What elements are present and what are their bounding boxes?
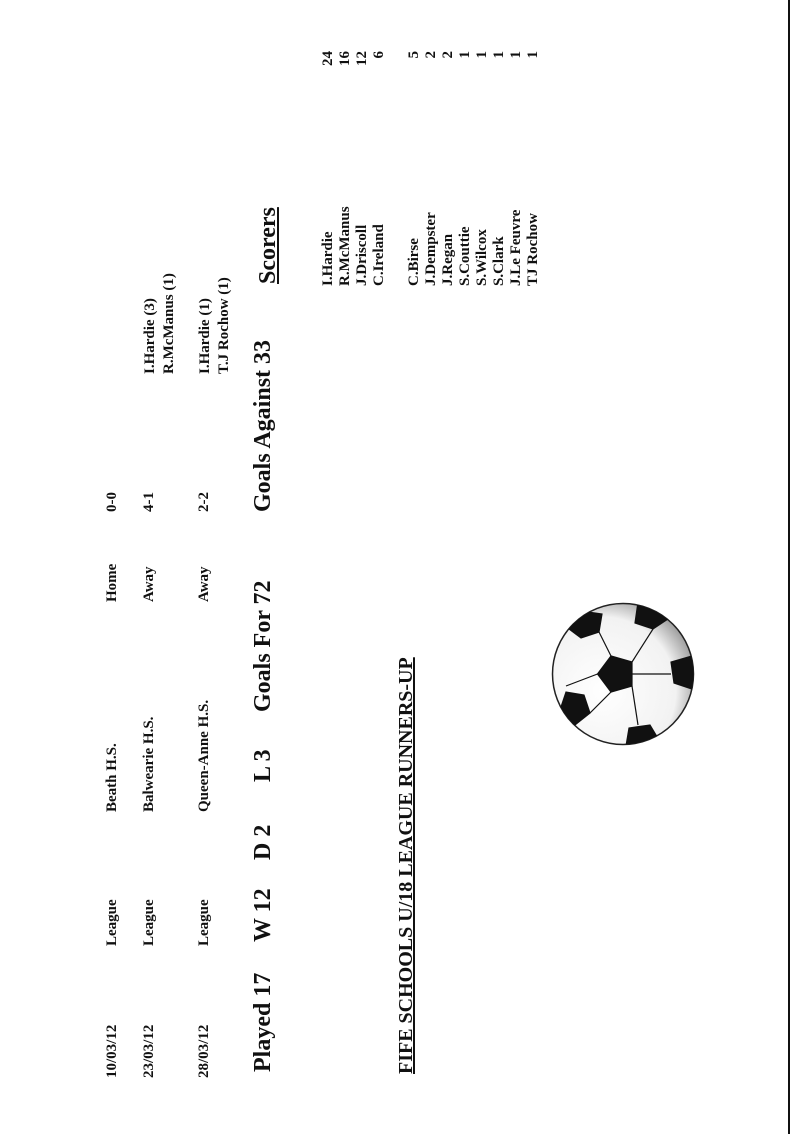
scorer-name: J.Dempster — [423, 212, 439, 286]
scorer-goals: 6 — [371, 51, 387, 59]
fixture-score: 4-1 — [141, 492, 157, 512]
scorer-gap — [388, 51, 406, 286]
summary-lost: L 3 — [250, 749, 276, 782]
fixture-scorers — [141, 273, 179, 374]
fixture-scorer: I.Hardie (1) — [197, 298, 213, 374]
scorer-goals: 1 — [508, 51, 524, 59]
scorer-goals: 1 — [474, 51, 490, 59]
achievement-heading: FIFE SCHOOLS U/18 LEAGUE RUNNERS-UP — [395, 657, 417, 1074]
scorer-row — [440, 51, 457, 286]
summary-won: W 12 — [250, 888, 276, 942]
scorer-goals: 12 — [354, 51, 370, 66]
scorer-row — [337, 51, 354, 286]
fixture-score: 2-2 — [196, 492, 212, 512]
scorer-name: I.Hardie — [320, 231, 336, 286]
fixture-venue: Away — [196, 566, 212, 602]
football-icon — [548, 599, 698, 749]
scorers-list — [320, 51, 542, 286]
page-edge-line — [788, 0, 790, 1134]
scorer-row — [508, 51, 525, 286]
fixture-scorer: T.J Rochow (1) — [216, 277, 232, 374]
scorer-name: S.Couttie — [457, 226, 473, 286]
fixture-type: League — [104, 899, 120, 946]
scorer-row — [525, 51, 542, 286]
fixture-venue: Home — [104, 563, 120, 602]
scorer-row — [320, 51, 337, 286]
scorer-row — [423, 51, 440, 286]
fixture-date: 10/03/12 — [104, 1024, 120, 1078]
fixture-venue: Away — [141, 566, 157, 602]
fixture-date: 23/03/12 — [141, 1024, 157, 1078]
scorer-row — [457, 51, 474, 286]
scorer-name: J.Le Feuvre — [508, 209, 524, 286]
scorer-goals: 5 — [406, 51, 422, 59]
fixture-type: League — [196, 899, 212, 946]
scorer-goals: 2 — [423, 51, 439, 59]
scorer-name: C.Birse — [406, 238, 422, 286]
summary-goals-for: Goals For 72 — [250, 580, 276, 712]
summary-goals-against: Goals Against 33 — [250, 339, 276, 512]
scorer-goals: 1 — [525, 51, 541, 59]
scorer-name: R.McManus — [337, 206, 353, 286]
scorer-row — [406, 51, 423, 286]
fixture-score: 0-0 — [104, 492, 120, 512]
scorer-goals: 16 — [337, 51, 353, 66]
scorer-row — [474, 51, 491, 286]
scorers-heading: Scorers — [255, 207, 281, 284]
summary-drawn: D 2 — [250, 824, 276, 860]
scorer-name: J.Driscoll — [354, 224, 370, 286]
scorer-row — [491, 51, 508, 286]
summary-played: Played 17 — [250, 972, 276, 1072]
fixture-type: League — [141, 899, 157, 946]
fixture-opponent: Balwearie H.S. — [141, 716, 157, 812]
scorer-goals: 24 — [320, 51, 336, 66]
scorer-row — [371, 51, 388, 286]
scorer-goals: 1 — [491, 51, 507, 59]
scorer-name: TJ Rochow — [525, 213, 541, 286]
fixture-scorers — [196, 277, 234, 374]
scorer-goals: 1 — [457, 51, 473, 59]
fixture-scorer: I.Hardie (3) — [142, 298, 158, 374]
fixture-scorer: R.McManus (1) — [161, 273, 177, 374]
scorer-row — [354, 51, 371, 286]
scorer-goals: 2 — [440, 51, 456, 59]
scorer-name: S.Wilcox — [474, 229, 490, 286]
fixture-opponent: Beath H.S. — [104, 743, 120, 812]
fixture-opponent: Queen-Anne H.S. — [196, 699, 212, 812]
scorer-name: S.Clark — [491, 236, 507, 286]
scorer-name: J.Regan — [440, 233, 456, 286]
scorer-name: C.Ireland — [371, 224, 387, 286]
fixture-date: 28/03/12 — [196, 1024, 212, 1078]
